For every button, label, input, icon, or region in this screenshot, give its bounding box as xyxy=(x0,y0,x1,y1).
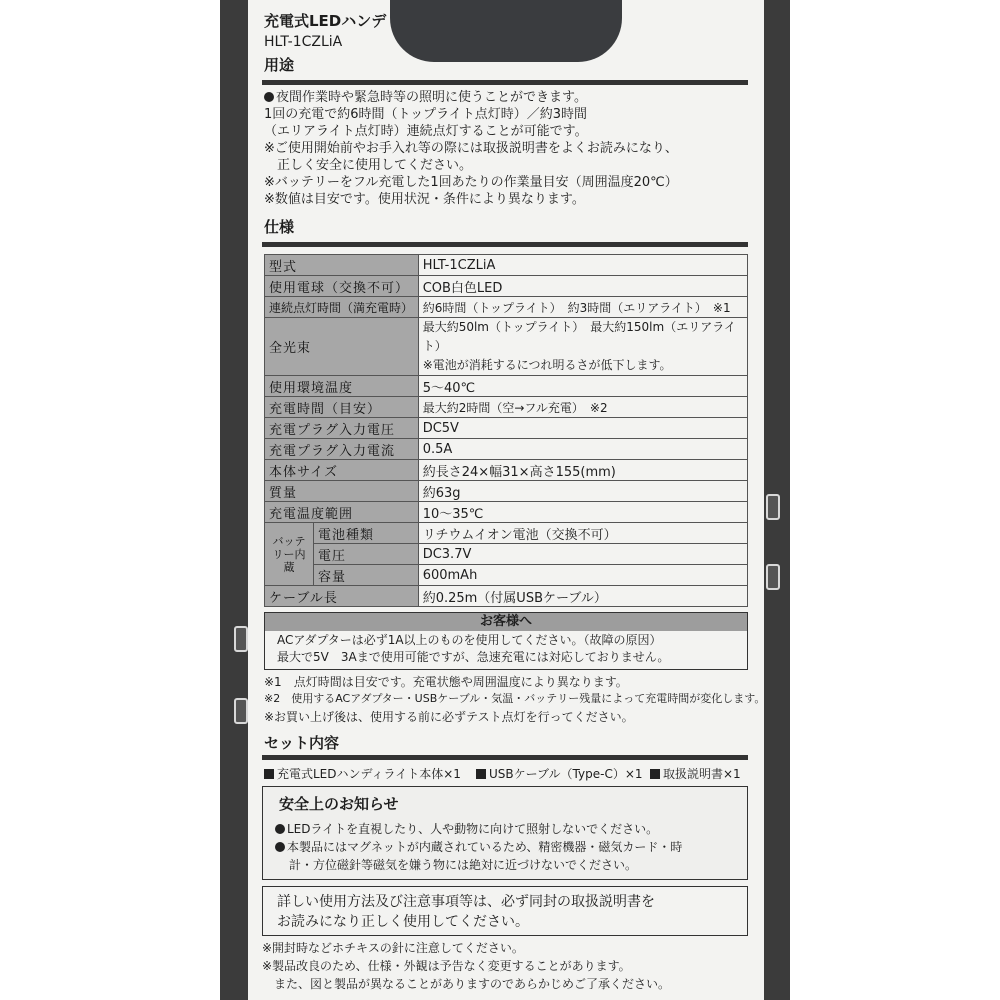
table-row xyxy=(265,255,748,276)
table-row xyxy=(265,297,748,318)
spec-value: 約長さ24×幅31×高さ155(mm) xyxy=(418,460,747,481)
table-row xyxy=(265,276,748,297)
safety-line: 本製品にはマグネットが内蔵されているため、精密機器・磁気カード・時 xyxy=(275,839,682,855)
spec-value: 5〜40℃ xyxy=(418,376,747,397)
customer-notice-box xyxy=(264,612,748,670)
table-row xyxy=(265,397,748,418)
spec-value: HLT-1CZLiA xyxy=(418,255,747,276)
spec-value: 約6時間（トップライト） 約3時間（エリアライト） ※1 xyxy=(418,297,747,318)
footer-line: ※製品改良のため、仕様・外観は予告なく変更することがあります。 xyxy=(262,959,631,973)
spec-key: 型式 xyxy=(265,255,419,276)
heading-rule xyxy=(262,80,748,85)
customer-notice-line: ACアダプターは必ず1A以上のものを使用してください。（故障の原因） xyxy=(277,633,662,647)
manual-box xyxy=(262,886,748,936)
hanger-hole xyxy=(390,0,622,62)
table-row xyxy=(265,318,748,376)
safety-line: 計・方位磁針等磁気を嫌う物には絶対に近づけないでください。 xyxy=(289,858,638,872)
spec-key: 使用環境温度 xyxy=(265,376,419,397)
table-row xyxy=(265,544,748,565)
note-line: ※1 点灯時間は目安です。充電状態や周囲温度により異なります。 xyxy=(264,675,628,689)
usage-line: ※ご使用開始前やお手入れ等の際には取扱説明書をよくお読みになり、 xyxy=(264,141,678,156)
spec-value: 0.5A xyxy=(418,439,747,460)
model-number: HLT-1CZLiA xyxy=(264,34,343,50)
table-row xyxy=(265,460,748,481)
spec-value: 600mAh xyxy=(418,565,747,586)
spec-key: 容量 xyxy=(314,565,419,586)
heading-rule xyxy=(262,755,748,760)
bullet-icon xyxy=(275,824,285,834)
bullet-icon xyxy=(275,842,285,852)
spec-key: 充電温度範囲 xyxy=(265,502,419,523)
square-bullet-icon xyxy=(264,769,274,779)
spec-table xyxy=(264,254,748,607)
table-row xyxy=(265,376,748,397)
table-row xyxy=(265,439,748,460)
spec-key: 本体サイズ xyxy=(265,460,419,481)
usage-line: 1回の充電で約6時間（トップライト点灯時）／約3時間 xyxy=(264,107,588,122)
set-item: USBケーブル（Type-C）×1 xyxy=(476,766,643,782)
battery-group-label: バッテリー内蔵 xyxy=(265,523,314,586)
table-row xyxy=(265,523,748,544)
bullet-icon xyxy=(264,92,274,102)
table-row xyxy=(265,586,748,607)
spec-key: 全光束 xyxy=(265,318,419,376)
spec-key: 充電プラグ入力電圧 xyxy=(265,418,419,439)
usage-line: 正しく安全に使用してください。 xyxy=(264,158,473,173)
set-contents-heading: セット内容 xyxy=(264,734,340,752)
table-row xyxy=(265,565,748,586)
customer-notice-line: 最大で5V 3Aまで使用可能ですが、急速充電には対応しておりません。 xyxy=(277,650,670,664)
footer-line: ※開封時などホチキスの針に注意してください。 xyxy=(262,941,524,955)
note-line: ※2 使用するACアダプター・USBケーブル・気温・バッテリー残量によって充電時間が変化します。 xyxy=(264,692,766,705)
safety-heading: 安全上のお知らせ xyxy=(279,795,399,813)
usage-line: ※バッテリーをフル充電した1回あたりの作業量目安（周囲温度20℃） xyxy=(264,175,678,190)
heading-rule xyxy=(262,242,748,247)
table-row xyxy=(265,418,748,439)
spec-value: 最大約50lm（トップライト） 最大約150lm（エリアライト） ※電池が消耗するにつれ明るさが低下します。 xyxy=(418,318,747,376)
spec-key: 充電時間（目安） xyxy=(265,397,419,418)
spec-key: 電圧 xyxy=(314,544,419,565)
square-bullet-icon xyxy=(650,769,660,779)
manual-line: 詳しい使用方法及び注意事項等は、必ず同封の取扱説明書を xyxy=(277,894,655,910)
spec-key: 質量 xyxy=(265,481,419,502)
spec-value: リチウムイオン電池（交換不可） xyxy=(418,523,747,544)
safety-box xyxy=(262,786,748,880)
safety-line: LEDライトを直視したり、人や動物に向けて照射しないでください。 xyxy=(275,821,658,837)
spec-value: 約63g xyxy=(418,481,747,502)
staple-icon xyxy=(234,698,248,724)
set-item: 取扱説明書×1 xyxy=(650,766,741,782)
spec-value: 10〜35℃ xyxy=(418,502,747,523)
set-item: 充電式LEDハンディライト本体×1 xyxy=(264,766,461,782)
footer-line: また、図と製品が異なることがありますのであらかじめご了承ください。 xyxy=(262,977,671,991)
customer-notice-heading: お客様へ xyxy=(265,613,747,631)
spec-value: 約0.25m（付属USBケーブル） xyxy=(418,586,747,607)
staple-icon xyxy=(766,494,780,520)
usage-line: 夜間作業時や緊急時等の照明に使うことができます。 xyxy=(264,90,587,106)
note-line: ※お買い上げ後は、使用する前に必ずテスト点灯を行ってください。 xyxy=(264,710,634,724)
square-bullet-icon xyxy=(476,769,486,779)
staple-icon xyxy=(766,564,780,590)
spec-key: 電池種類 xyxy=(314,523,419,544)
usage-line: ※数値は目安です。使用状況・条件により異なります。 xyxy=(264,192,585,207)
staple-icon xyxy=(234,626,248,652)
manual-line: お読みになり正しく使用してください。 xyxy=(277,914,529,930)
table-row xyxy=(265,502,748,523)
usage-heading: 用途 xyxy=(264,56,295,74)
spec-heading: 仕様 xyxy=(264,218,295,236)
table-row xyxy=(265,481,748,502)
product-title: 充電式LEDハンデ xyxy=(264,12,387,30)
spec-value: DC5V xyxy=(418,418,747,439)
spec-value: DC3.7V xyxy=(418,544,747,565)
spec-value: 最大約2時間（空→フル充電） ※2 xyxy=(418,397,747,418)
spec-key: 使用電球（交換不可） xyxy=(265,276,419,297)
spec-key: ケーブル長 xyxy=(265,586,419,607)
spec-key: 充電プラグ入力電流 xyxy=(265,439,419,460)
spec-value: COB白色LED xyxy=(418,276,747,297)
spec-key: 連続点灯時間（満充電時） xyxy=(265,297,419,318)
usage-line: （エリアライト点灯時）連続点灯することが可能です。 xyxy=(264,124,588,139)
